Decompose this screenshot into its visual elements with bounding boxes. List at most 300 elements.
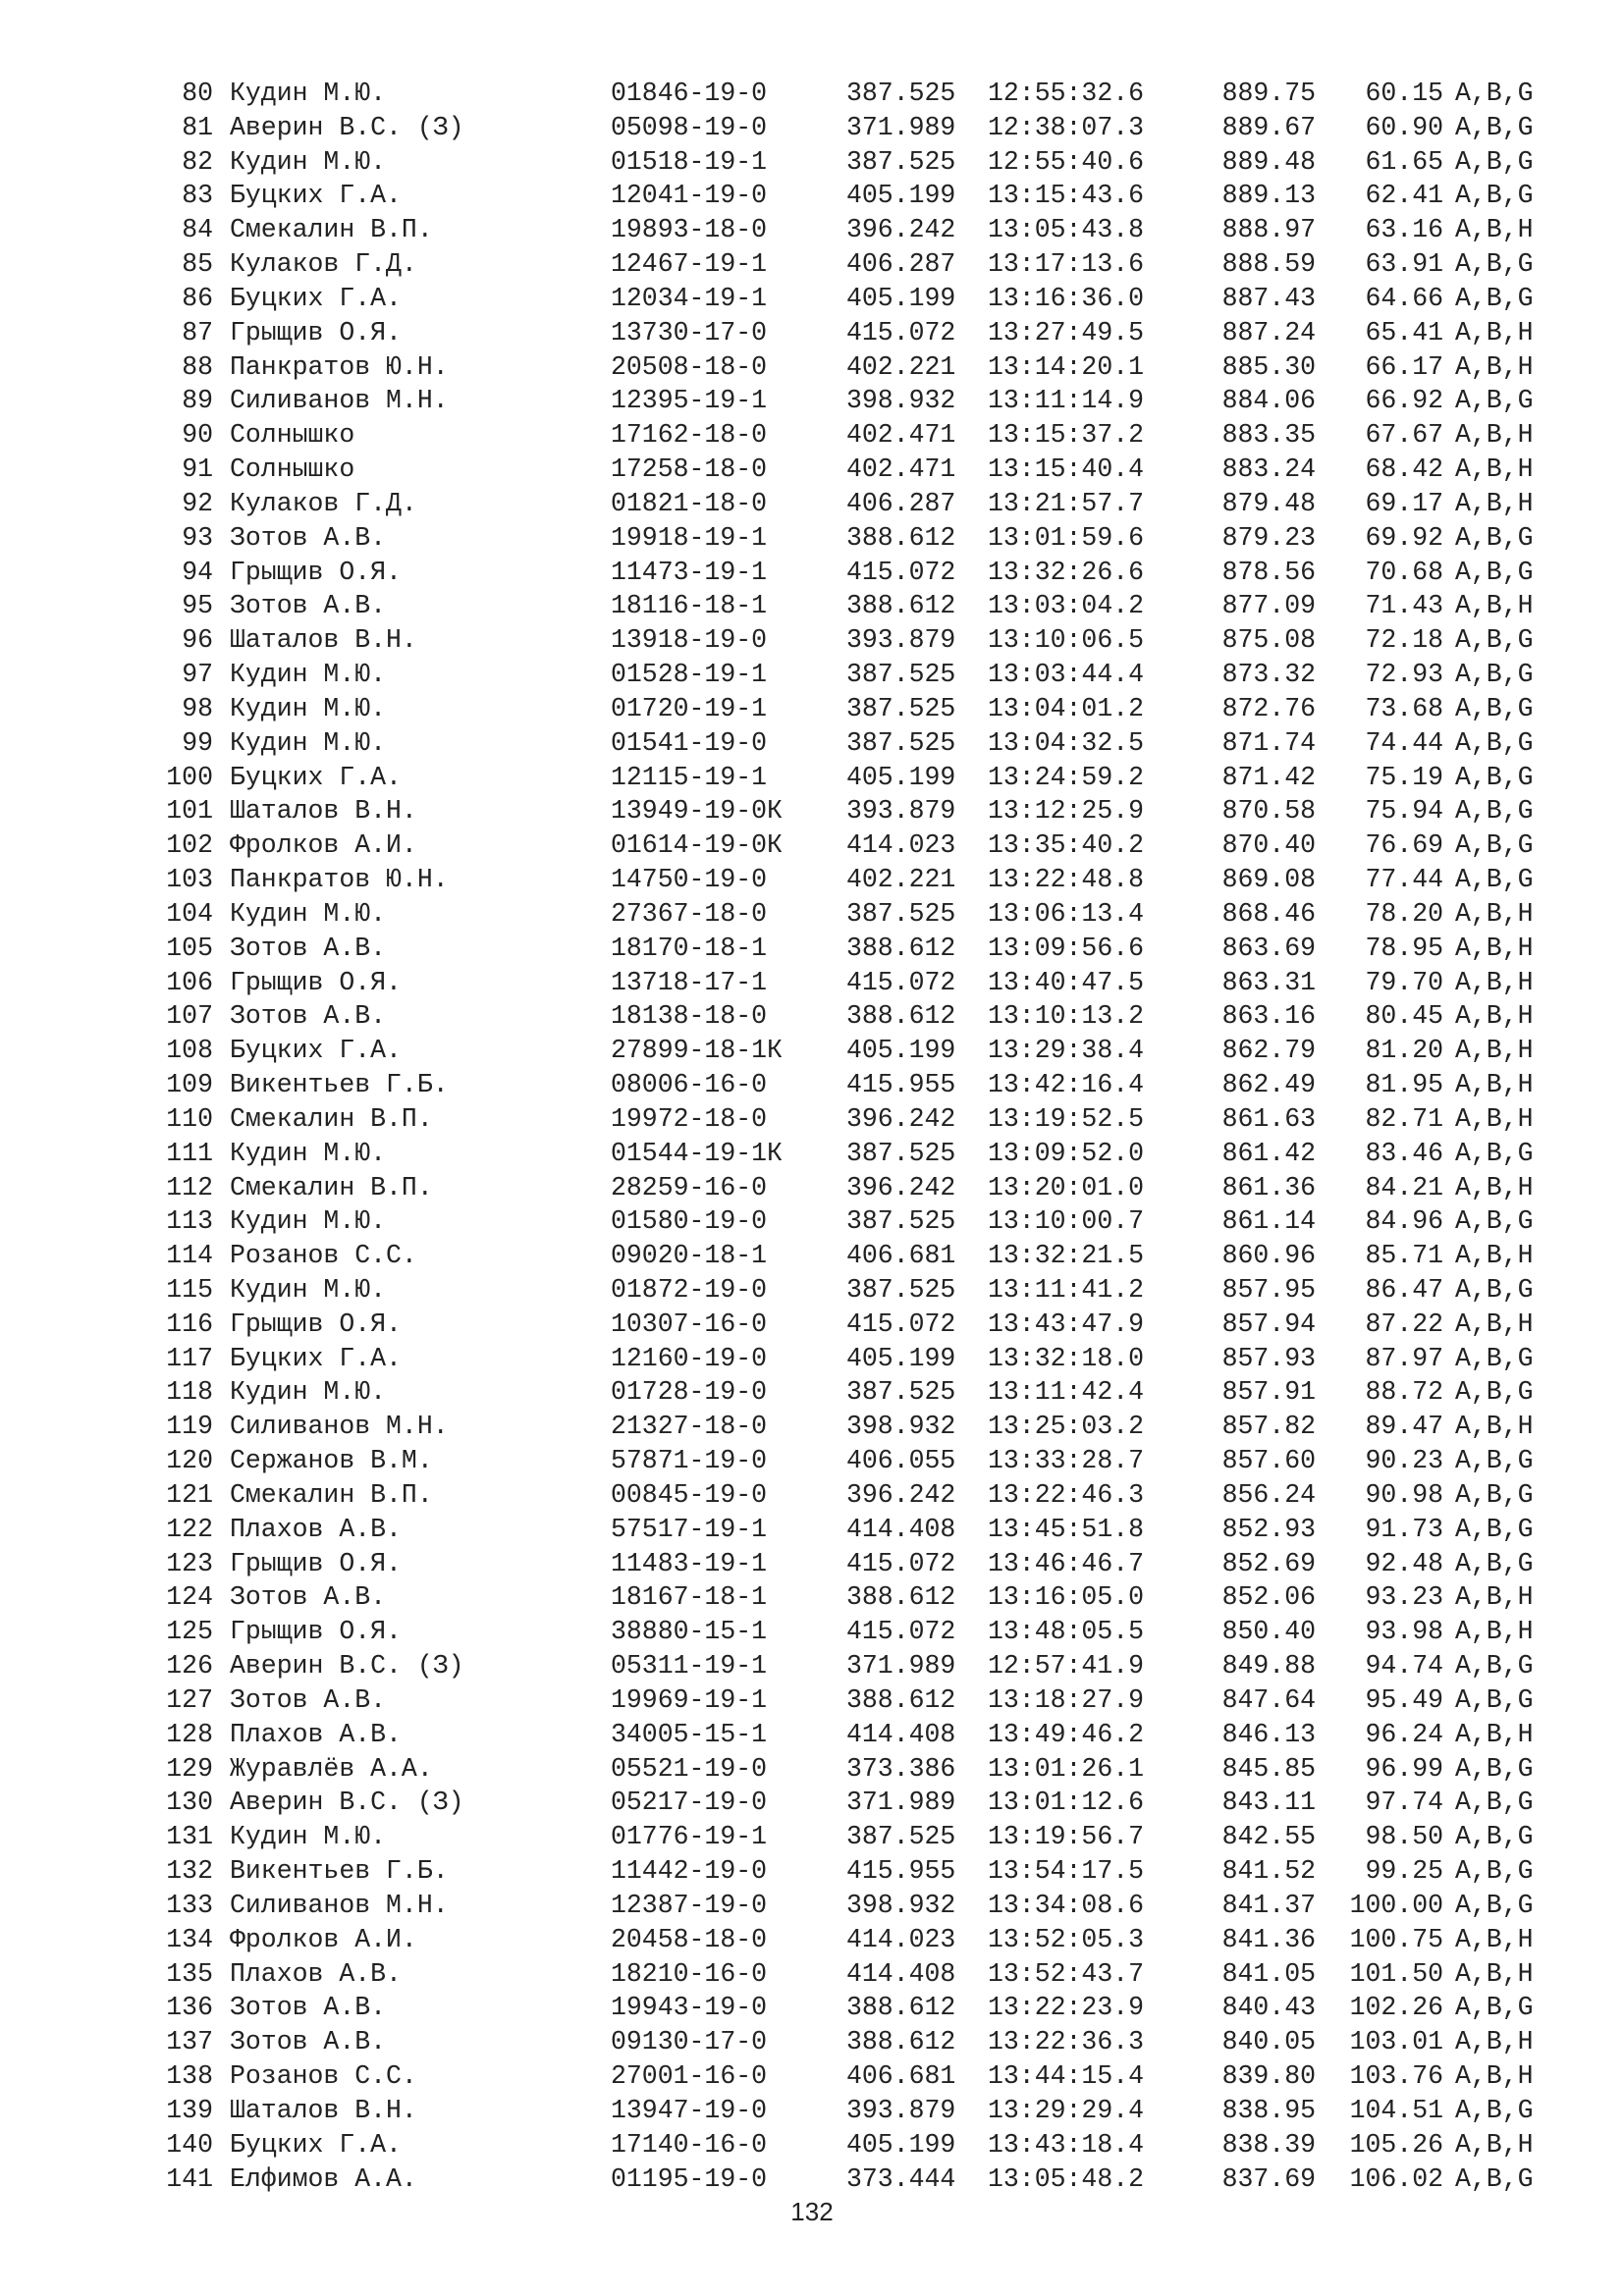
points-cell: 81.95 <box>1365 1070 1443 1100</box>
arrival-time-cell: 13:04:32.5 <box>988 727 1145 758</box>
arrival-time-cell: 13:22:46.3 <box>988 1479 1145 1510</box>
ring-number-cell: 57517-19-1 <box>611 1514 768 1544</box>
table-row <box>0 623 1624 658</box>
place-cell: 127 <box>166 1684 213 1715</box>
arrival-time-cell: 13:10:06.5 <box>988 625 1145 656</box>
table-row <box>0 2025 1624 2059</box>
category-cell: A,B,H <box>1455 1001 1534 1032</box>
points-cell: 72.18 <box>1365 625 1443 656</box>
speed-cell: 837.69 <box>1221 2163 1316 2194</box>
fancier-name-cell: Кулаков Г.Д. <box>230 249 417 280</box>
arrival-time-cell: 13:27:49.5 <box>988 317 1145 347</box>
arrival-time-cell: 13:16:36.0 <box>988 283 1145 313</box>
distance-cell: 415.072 <box>846 1617 956 1647</box>
points-cell: 68.42 <box>1365 454 1443 485</box>
place-cell: 112 <box>166 1172 213 1202</box>
category-cell: A,B,G <box>1455 625 1534 656</box>
arrival-time-cell: 13:06:13.4 <box>988 898 1145 929</box>
place-cell: 108 <box>166 1036 213 1066</box>
points-cell: 90.98 <box>1365 1479 1443 1510</box>
fancier-name-cell: Кудин М.Ю. <box>230 898 387 929</box>
arrival-time-cell: 13:01:12.6 <box>988 1788 1145 1818</box>
table-row <box>0 1444 1624 1478</box>
distance-cell: 415.955 <box>846 1856 956 1887</box>
ring-number-cell: 14750-19-0 <box>611 865 768 895</box>
fancier-name-cell: Панкратов Ю.Н. <box>230 351 449 382</box>
category-cell: A,B,H <box>1455 2027 1534 2057</box>
place-cell: 141 <box>166 2163 213 2194</box>
table-row <box>0 1718 1624 1752</box>
category-cell: A,B,H <box>1455 317 1534 347</box>
arrival-time-cell: 13:29:38.4 <box>988 1036 1145 1066</box>
ring-number-cell: 13947-19-0 <box>611 2095 768 2125</box>
category-cell: A,B,H <box>1455 1582 1534 1613</box>
fancier-name-cell: Журавлёв А.А. <box>230 1753 433 1784</box>
speed-cell: 843.11 <box>1221 1788 1316 1818</box>
distance-cell: 387.525 <box>846 693 956 723</box>
place-cell: 83 <box>182 181 213 211</box>
arrival-time-cell: 13:54:17.5 <box>988 1856 1145 1887</box>
place-cell: 80 <box>182 79 213 108</box>
place-cell: 134 <box>166 1924 213 1954</box>
place-cell: 110 <box>166 1103 213 1134</box>
points-cell: 62.41 <box>1365 181 1443 211</box>
place-cell: 107 <box>166 1001 213 1032</box>
place-cell: 99 <box>182 727 213 758</box>
fancier-name-cell: Буцких Г.А. <box>230 1343 402 1373</box>
place-cell: 128 <box>166 1719 213 1749</box>
table-row <box>0 1342 1624 1376</box>
points-cell: 66.17 <box>1365 351 1443 382</box>
distance-cell: 373.386 <box>846 1753 956 1784</box>
points-cell: 75.94 <box>1365 796 1443 827</box>
points-cell: 90.23 <box>1365 1446 1443 1476</box>
fancier-name-cell: Кудин М.Ю. <box>230 660 387 690</box>
page-number: 132 <box>790 2197 834 2226</box>
category-cell: A,B,H <box>1455 1924 1534 1954</box>
table-row <box>0 453 1624 487</box>
points-cell: 103.01 <box>1349 2027 1443 2057</box>
table-row <box>0 1034 1624 1068</box>
ring-number-cell: 38880-15-1 <box>611 1617 768 1647</box>
speed-cell: 846.13 <box>1221 1719 1316 1749</box>
distance-cell: 415.072 <box>846 1308 956 1339</box>
category-cell: A,B,G <box>1455 1788 1534 1818</box>
table-row <box>0 316 1624 350</box>
speed-cell: 840.05 <box>1221 2027 1316 2057</box>
category-cell: A,B,H <box>1455 1070 1534 1100</box>
ring-number-cell: 19972-18-0 <box>611 1103 768 1134</box>
fancier-name-cell: Фролков А.И. <box>230 1924 417 1954</box>
distance-cell: 396.242 <box>846 215 956 245</box>
category-cell: A,B,H <box>1455 967 1534 997</box>
points-cell: 106.02 <box>1349 2163 1443 2194</box>
place-cell: 104 <box>166 898 213 929</box>
ring-number-cell: 01195-19-0 <box>611 2163 768 2194</box>
ring-number-cell: 12160-19-0 <box>611 1343 768 1373</box>
distance-cell: 387.525 <box>846 1138 956 1168</box>
table-row <box>0 658 1624 692</box>
category-cell: A,B,G <box>1455 557 1534 587</box>
category-cell: A,B,H <box>1455 1241 1534 1271</box>
ring-number-cell: 08006-16-0 <box>611 1070 768 1100</box>
speed-cell: 841.37 <box>1221 1890 1316 1920</box>
arrival-time-cell: 13:01:26.1 <box>988 1753 1145 1784</box>
category-cell: A,B,G <box>1455 865 1534 895</box>
points-cell: 100.75 <box>1349 1924 1443 1954</box>
place-cell: 123 <box>166 1548 213 1578</box>
distance-cell: 388.612 <box>846 2027 956 2057</box>
ring-number-cell: 27001-16-0 <box>611 2061 768 2092</box>
speed-cell: 877.09 <box>1221 591 1316 621</box>
points-cell: 98.50 <box>1365 1822 1443 1852</box>
category-cell: A,B,H <box>1455 488 1534 518</box>
distance-cell: 371.989 <box>846 1651 956 1682</box>
speed-cell: 878.56 <box>1221 557 1316 587</box>
table-row <box>0 1375 1624 1410</box>
place-cell: 116 <box>166 1308 213 1339</box>
ring-number-cell: 12395-19-1 <box>611 386 768 416</box>
distance-cell: 388.612 <box>846 1993 956 2023</box>
fancier-name-cell: Солнышко <box>230 454 355 485</box>
distance-cell: 387.525 <box>846 1274 956 1305</box>
place-cell: 111 <box>166 1138 213 1168</box>
table-row <box>0 1752 1624 1787</box>
distance-cell: 414.023 <box>846 830 956 861</box>
ring-number-cell: 01544-19-1К <box>611 1138 783 1168</box>
ring-number-cell: 19893-18-0 <box>611 215 768 245</box>
points-cell: 88.72 <box>1365 1377 1443 1408</box>
speed-cell: 839.80 <box>1221 2061 1316 2092</box>
distance-cell: 415.955 <box>846 1070 956 1100</box>
distance-cell: 396.242 <box>846 1479 956 1510</box>
points-cell: 66.92 <box>1365 386 1443 416</box>
fancier-name-cell: Силиванов М.Н. <box>230 1890 449 1920</box>
speed-cell: 857.95 <box>1221 1274 1316 1305</box>
arrival-time-cell: 12:57:41.9 <box>988 1651 1145 1682</box>
speed-cell: 872.76 <box>1221 693 1316 723</box>
speed-cell: 885.30 <box>1221 351 1316 382</box>
points-cell: 99.25 <box>1365 1856 1443 1887</box>
points-cell: 70.68 <box>1365 557 1443 587</box>
distance-cell: 388.612 <box>846 522 956 553</box>
arrival-time-cell: 13:14:20.1 <box>988 351 1145 382</box>
distance-cell: 402.221 <box>846 351 956 382</box>
speed-cell: 889.13 <box>1221 181 1316 211</box>
place-cell: 125 <box>166 1617 213 1647</box>
place-cell: 113 <box>166 1206 213 1237</box>
ring-number-cell: 05098-19-0 <box>611 112 768 142</box>
speed-cell: 841.36 <box>1221 1924 1316 1954</box>
place-cell: 97 <box>182 660 213 690</box>
table-row <box>0 77 1624 111</box>
points-cell: 96.99 <box>1365 1753 1443 1784</box>
arrival-time-cell: 13:03:44.4 <box>988 660 1145 690</box>
points-cell: 74.44 <box>1365 727 1443 758</box>
category-cell: A,B,G <box>1455 79 1534 108</box>
category-cell: A,B,G <box>1455 1446 1534 1476</box>
place-cell: 133 <box>166 1890 213 1920</box>
table-row <box>0 1273 1624 1308</box>
category-cell: A,B,G <box>1455 146 1534 177</box>
ring-number-cell: 12467-19-1 <box>611 249 768 280</box>
ring-number-cell: 18116-18-1 <box>611 591 768 621</box>
distance-cell: 393.879 <box>846 796 956 827</box>
fancier-name-cell: Грыщив О.Я. <box>230 1617 402 1647</box>
ring-number-cell: 09130-17-0 <box>611 2027 768 2057</box>
fancier-name-cell: Аверин В.С. (З) <box>230 112 464 142</box>
arrival-time-cell: 13:43:47.9 <box>988 1308 1145 1339</box>
points-cell: 105.26 <box>1349 2129 1443 2160</box>
table-row <box>0 966 1624 1000</box>
speed-cell: 857.91 <box>1221 1377 1316 1408</box>
ring-number-cell: 17258-18-0 <box>611 454 768 485</box>
points-cell: 71.43 <box>1365 591 1443 621</box>
ring-number-cell: 01528-19-1 <box>611 660 768 690</box>
points-cell: 86.47 <box>1365 1274 1443 1305</box>
arrival-time-cell: 13:18:27.9 <box>988 1684 1145 1715</box>
table-row <box>0 1580 1624 1615</box>
category-cell: A,B,G <box>1455 1206 1534 1237</box>
distance-cell: 398.932 <box>846 386 956 416</box>
points-cell: 93.98 <box>1365 1617 1443 1647</box>
place-cell: 105 <box>166 933 213 963</box>
results-table <box>0 77 1624 2196</box>
speed-cell: 863.69 <box>1221 933 1316 963</box>
ring-number-cell: 01518-19-1 <box>611 146 768 177</box>
ring-number-cell: 28259-16-0 <box>611 1172 768 1202</box>
distance-cell: 405.199 <box>846 2129 956 2160</box>
fancier-name-cell: Кулаков Г.Д. <box>230 488 417 518</box>
fancier-name-cell: Смекалин В.П. <box>230 1479 433 1510</box>
points-cell: 97.74 <box>1365 1788 1443 1818</box>
place-cell: 138 <box>166 2061 213 2092</box>
place-cell: 81 <box>182 112 213 142</box>
category-cell: A,B,G <box>1455 249 1534 280</box>
speed-cell: 857.60 <box>1221 1446 1316 1476</box>
distance-cell: 387.525 <box>846 146 956 177</box>
points-cell: 75.19 <box>1365 762 1443 792</box>
distance-cell: 388.612 <box>846 1684 956 1715</box>
distance-cell: 393.879 <box>846 2095 956 2125</box>
arrival-time-cell: 13:22:23.9 <box>988 1993 1145 2023</box>
points-cell: 82.71 <box>1365 1103 1443 1134</box>
fancier-name-cell: Зотов А.В. <box>230 1582 387 1613</box>
table-row <box>0 2128 1624 2163</box>
speed-cell: 879.48 <box>1221 488 1316 518</box>
category-cell: A,B,H <box>1455 1719 1534 1749</box>
points-cell: 76.69 <box>1365 830 1443 861</box>
points-cell: 63.16 <box>1365 215 1443 245</box>
place-cell: 124 <box>166 1582 213 1613</box>
fancier-name-cell: Розанов С.С. <box>230 2061 417 2092</box>
arrival-time-cell: 13:32:21.5 <box>988 1241 1145 1271</box>
arrival-time-cell: 13:52:43.7 <box>988 1958 1145 1989</box>
arrival-time-cell: 13:49:46.2 <box>988 1719 1145 1749</box>
table-row <box>0 897 1624 932</box>
place-cell: 137 <box>166 2027 213 2057</box>
table-row <box>0 1068 1624 1102</box>
arrival-time-cell: 13:48:05.5 <box>988 1617 1145 1647</box>
fancier-name-cell: Кудин М.Ю. <box>230 146 387 177</box>
category-cell: A,B,G <box>1455 283 1534 313</box>
table-row <box>0 999 1624 1034</box>
points-cell: 67.67 <box>1365 420 1443 451</box>
category-cell: A,B,G <box>1455 1822 1534 1852</box>
ring-number-cell: 27367-18-0 <box>611 898 768 929</box>
table-row <box>0 418 1624 453</box>
distance-cell: 406.681 <box>846 1241 956 1271</box>
place-cell: 92 <box>182 488 213 518</box>
fancier-name-cell: Кудин М.Ю. <box>230 1822 387 1852</box>
arrival-time-cell: 13:22:36.3 <box>988 2027 1145 2057</box>
category-cell: A,B,H <box>1455 591 1534 621</box>
category-cell: A,B,G <box>1455 1514 1534 1544</box>
points-cell: 60.15 <box>1365 79 1443 108</box>
place-cell: 85 <box>182 249 213 280</box>
place-cell: 87 <box>182 317 213 347</box>
fancier-name-cell: Розанов С.С. <box>230 1241 417 1271</box>
table-row <box>0 828 1624 863</box>
points-cell: 78.20 <box>1365 898 1443 929</box>
category-cell: A,B,G <box>1455 1138 1534 1168</box>
ring-number-cell: 05311-19-1 <box>611 1651 768 1682</box>
table-row <box>0 1547 1624 1581</box>
fancier-name-cell: Зотов А.В. <box>230 1684 387 1715</box>
ring-number-cell: 18138-18-0 <box>611 1001 768 1032</box>
distance-cell: 388.612 <box>846 591 956 621</box>
category-cell: A,B,G <box>1455 112 1534 142</box>
fancier-name-cell: Грыщив О.Я. <box>230 1308 402 1339</box>
arrival-time-cell: 13:32:26.6 <box>988 557 1145 587</box>
arrival-time-cell: 13:25:03.2 <box>988 1412 1145 1442</box>
ring-number-cell: 18167-18-1 <box>611 1582 768 1613</box>
arrival-time-cell: 13:11:42.4 <box>988 1377 1145 1408</box>
place-cell: 109 <box>166 1070 213 1100</box>
ring-number-cell: 01614-19-0К <box>611 830 783 861</box>
category-cell: A,B,G <box>1455 1890 1534 1920</box>
distance-cell: 402.471 <box>846 454 956 485</box>
place-cell: 88 <box>182 351 213 382</box>
speed-cell: 888.97 <box>1221 215 1316 245</box>
speed-cell: 840.43 <box>1221 1993 1316 2023</box>
category-cell: A,B,G <box>1455 1274 1534 1305</box>
table-row <box>0 1854 1624 1889</box>
fancier-name-cell: Кудин М.Ю. <box>230 1377 387 1408</box>
category-cell: A,B,G <box>1455 386 1534 416</box>
points-cell: 89.47 <box>1365 1412 1443 1442</box>
category-cell: A,B,H <box>1455 1036 1534 1066</box>
table-row <box>0 247 1624 282</box>
place-cell: 93 <box>182 522 213 553</box>
speed-cell: 863.31 <box>1221 967 1316 997</box>
points-cell: 63.91 <box>1365 249 1443 280</box>
table-row <box>0 1889 1624 1923</box>
speed-cell: 870.58 <box>1221 796 1316 827</box>
distance-cell: 406.287 <box>846 488 956 518</box>
table-row <box>0 1957 1624 1992</box>
category-cell: A,B,H <box>1455 454 1534 485</box>
speed-cell: 845.85 <box>1221 1753 1316 1784</box>
points-cell: 72.93 <box>1365 660 1443 690</box>
distance-cell: 387.525 <box>846 660 956 690</box>
place-cell: 94 <box>182 557 213 587</box>
fancier-name-cell: Зотов А.В. <box>230 522 387 553</box>
speed-cell: 850.40 <box>1221 1617 1316 1647</box>
speed-cell: 889.48 <box>1221 146 1316 177</box>
arrival-time-cell: 13:11:14.9 <box>988 386 1145 416</box>
distance-cell: 396.242 <box>846 1103 956 1134</box>
ring-number-cell: 17162-18-0 <box>611 420 768 451</box>
table-row <box>0 1410 1624 1444</box>
distance-cell: 415.072 <box>846 967 956 997</box>
fancier-name-cell: Буцких Г.А. <box>230 283 402 313</box>
category-cell: A,B,G <box>1455 727 1534 758</box>
ring-number-cell: 21327-18-0 <box>611 1412 768 1442</box>
place-cell: 82 <box>182 146 213 177</box>
fancier-name-cell: Буцких Г.А. <box>230 2129 402 2160</box>
arrival-time-cell: 13:16:05.0 <box>988 1582 1145 1613</box>
fancier-name-cell: Кудин М.Ю. <box>230 1274 387 1305</box>
fancier-name-cell: Грыщив О.Я. <box>230 317 402 347</box>
ring-number-cell: 01872-19-0 <box>611 1274 768 1305</box>
category-cell: A,B,G <box>1455 830 1534 861</box>
speed-cell: 868.46 <box>1221 898 1316 929</box>
ring-number-cell: 01728-19-0 <box>611 1377 768 1408</box>
place-cell: 130 <box>166 1788 213 1818</box>
speed-cell: 847.64 <box>1221 1684 1316 1715</box>
arrival-time-cell: 13:15:37.2 <box>988 420 1145 451</box>
table-row <box>0 1171 1624 1205</box>
ring-number-cell: 01720-19-1 <box>611 693 768 723</box>
table-row <box>0 1102 1624 1137</box>
place-cell: 98 <box>182 693 213 723</box>
arrival-time-cell: 12:55:32.6 <box>988 79 1145 108</box>
table-row <box>0 932 1624 966</box>
fancier-name-cell: Смекалин В.П. <box>230 215 433 245</box>
distance-cell: 405.199 <box>846 762 956 792</box>
arrival-time-cell: 13:52:05.3 <box>988 1924 1145 1954</box>
speed-cell: 875.08 <box>1221 625 1316 656</box>
arrival-time-cell: 13:24:59.2 <box>988 762 1145 792</box>
ring-number-cell: 01580-19-0 <box>611 1206 768 1237</box>
distance-cell: 387.525 <box>846 727 956 758</box>
arrival-time-cell: 13:15:43.6 <box>988 181 1145 211</box>
category-cell: A,B,H <box>1455 1172 1534 1202</box>
place-cell: 106 <box>166 967 213 997</box>
distance-cell: 388.612 <box>846 933 956 963</box>
points-cell: 87.22 <box>1365 1308 1443 1339</box>
table-row <box>0 1204 1624 1239</box>
category-cell: A,B,G <box>1455 1377 1534 1408</box>
table-row <box>0 726 1624 761</box>
table-row <box>0 2059 1624 2094</box>
speed-cell: 857.82 <box>1221 1412 1316 1442</box>
speed-cell: 856.24 <box>1221 1479 1316 1510</box>
place-cell: 84 <box>182 215 213 245</box>
points-cell: 81.20 <box>1365 1036 1443 1066</box>
place-cell: 90 <box>182 420 213 451</box>
fancier-name-cell: Аверин В.С. (З) <box>230 1788 464 1818</box>
fancier-name-cell: Зотов А.В. <box>230 1993 387 2023</box>
fancier-name-cell: Зотов А.В. <box>230 933 387 963</box>
table-row <box>0 589 1624 623</box>
fancier-name-cell: Грыщив О.Я. <box>230 1548 402 1578</box>
speed-cell: 849.88 <box>1221 1651 1316 1682</box>
ring-number-cell: 13949-19-0К <box>611 796 783 827</box>
ring-number-cell: 57871-19-0 <box>611 1446 768 1476</box>
points-cell: 101.50 <box>1349 1958 1443 1989</box>
